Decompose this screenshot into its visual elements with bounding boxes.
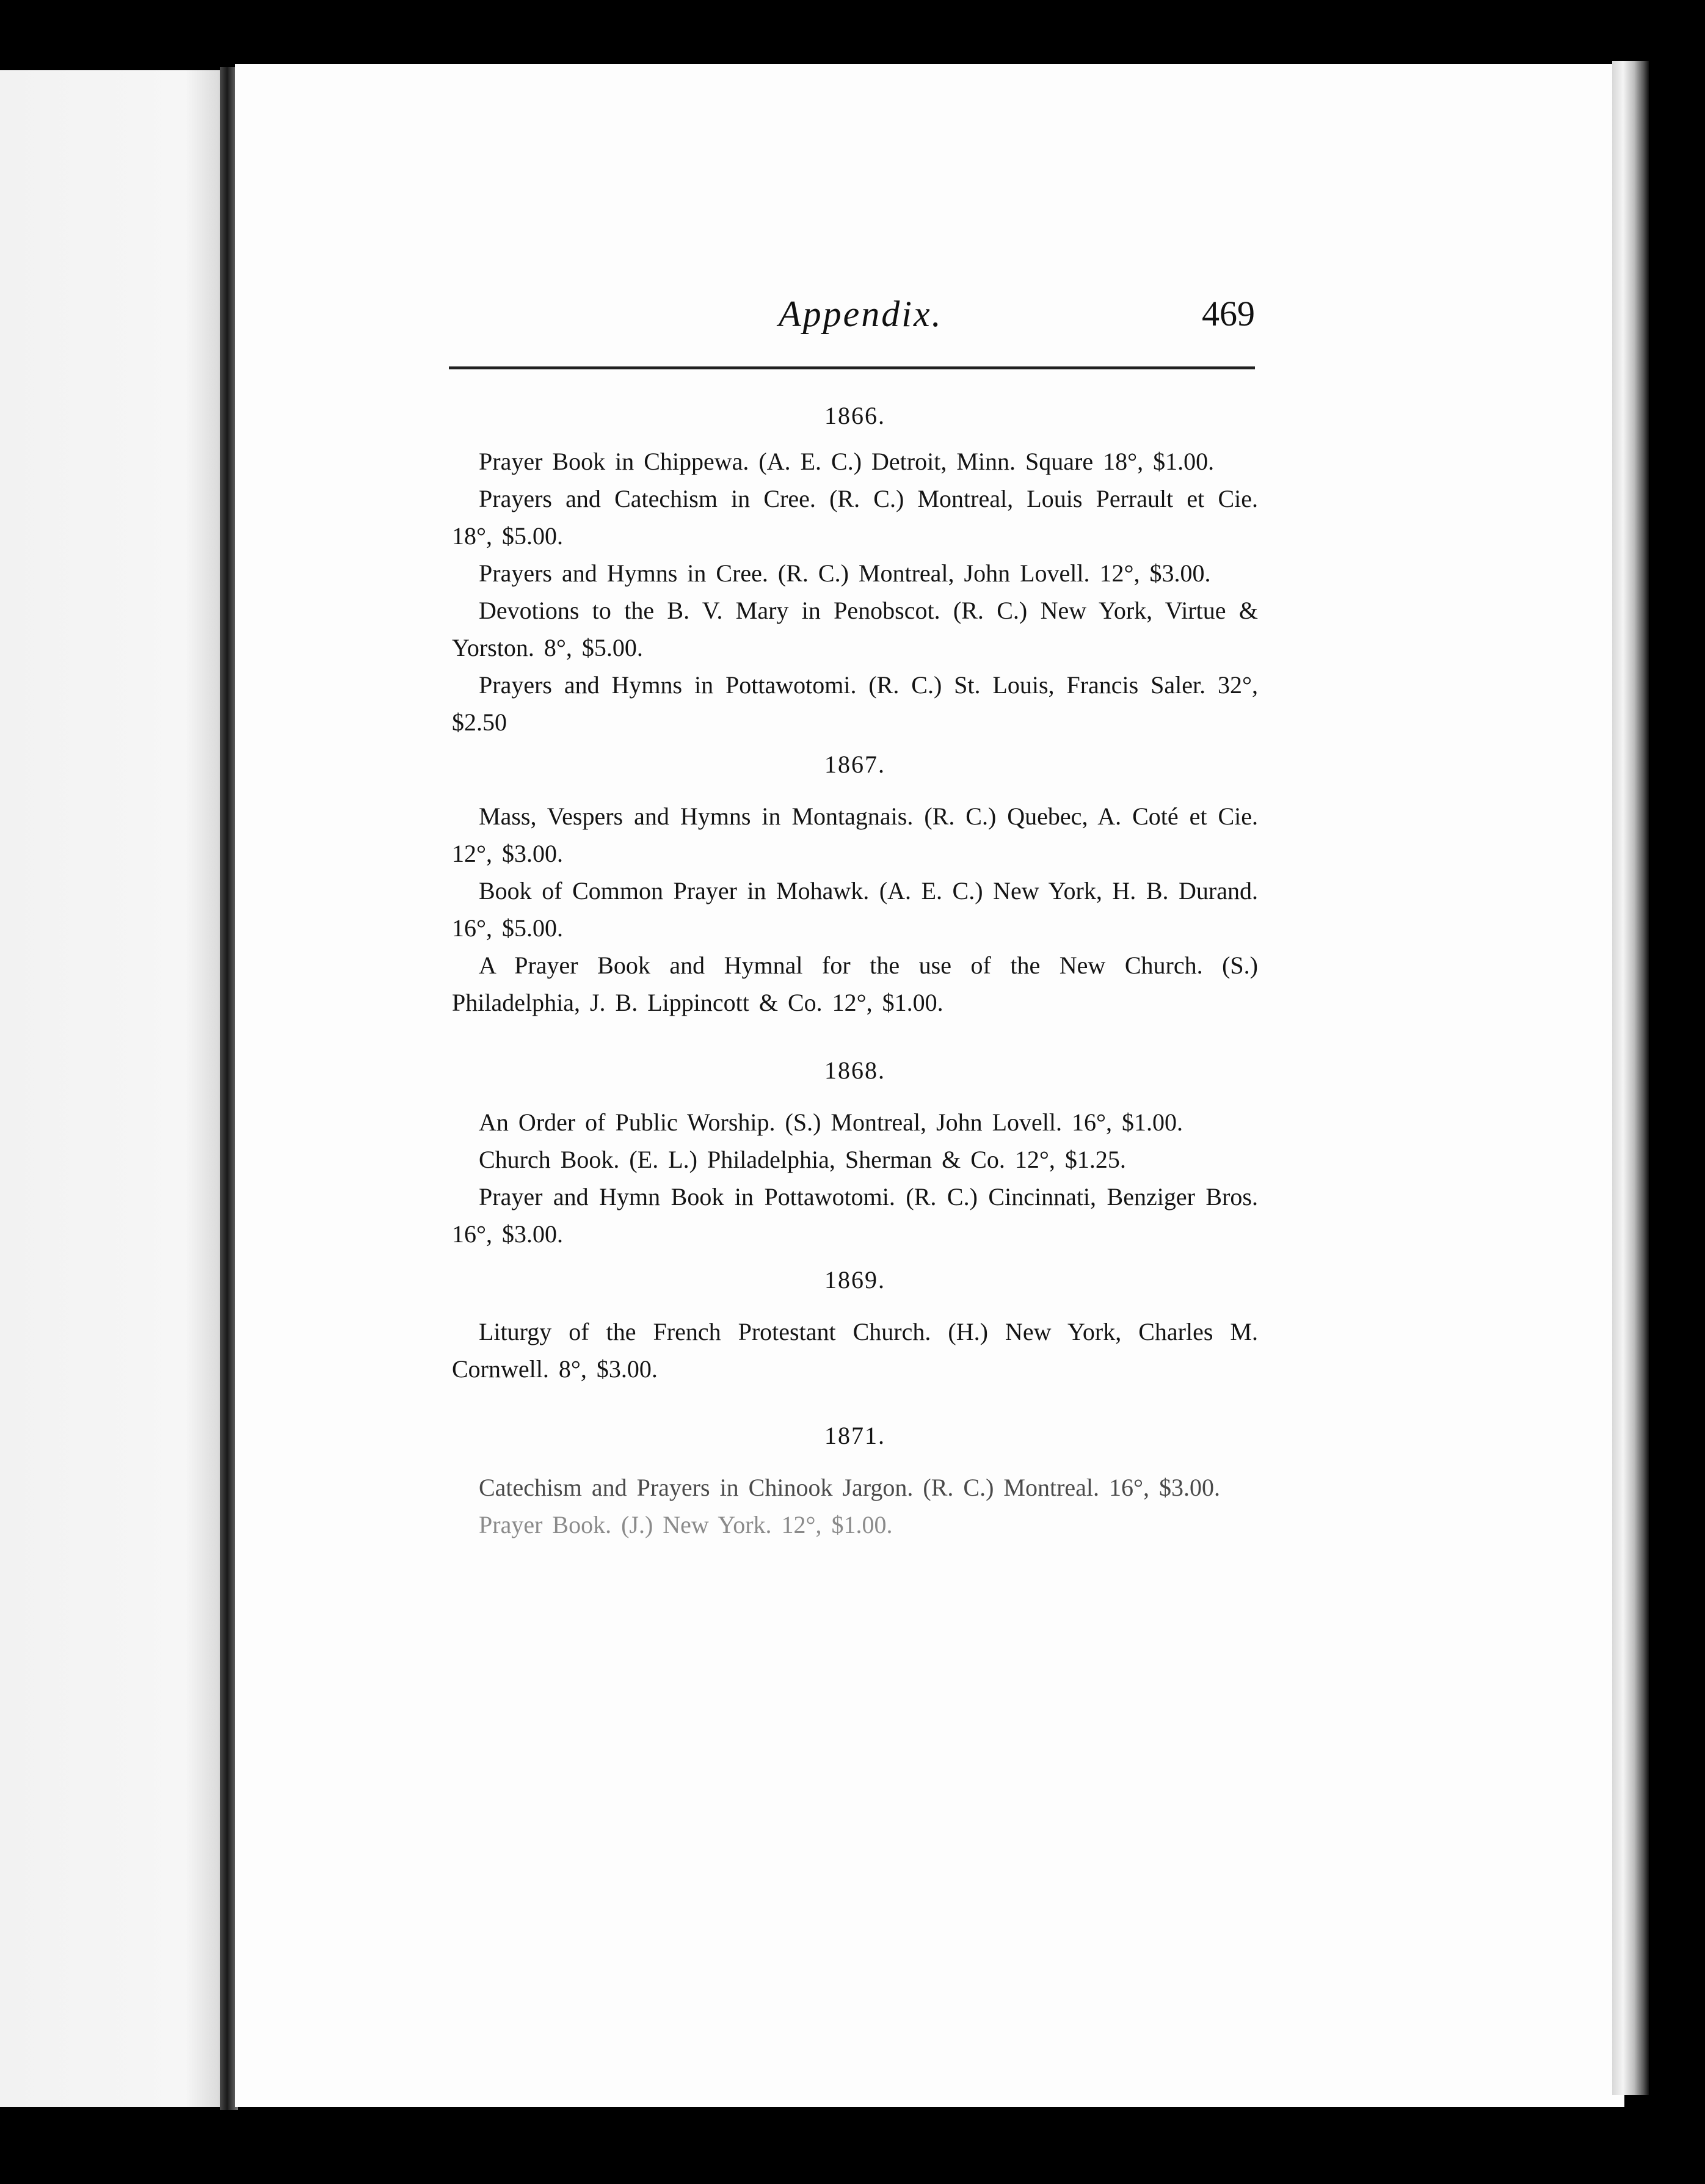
book-entry: Church Book. (E. L.) Philadelphia, Sherman & Co. 12°, $1.25. [479,1146,1126,1173]
book-entry: Mass, Vespers and Hymns in Montagnais. (R. C.) Quebec, A. Coté et Cie. 12°, $3.00. [452,803,1258,867]
book-entry: Prayer Book in Chippewa. (A. E. C.) Detroit, Minn. Square 18°, $1.00. [479,448,1215,475]
book-entry: Prayers and Catechism in Cree. (R. C.) Montreal, Louis Perrault et Cie. 18°, $5.00. [452,485,1258,550]
book-entry: An Order of Public Worship. (S.) Montreal, John Lovell. 16°, $1.00. [479,1108,1183,1136]
year-heading: 1866. [824,402,885,429]
facing-page-edge [0,70,232,2107]
year-heading: 1871. [824,1422,885,1449]
page-header [449,293,1255,366]
year-heading: 1867. [824,751,885,778]
book-entry: Prayer and Hymn Book in Pottawotomi. (R. C.) Cincinnati, Benziger Bros. 16°, $3.00. [452,1183,1258,1248]
page-stack-edge [1612,61,1649,2095]
year-heading: 1869. [824,1266,885,1294]
header-rule [449,366,1255,369]
book-entry: Prayers and Hymns in Cree. (R. C.) Montreal, John Lovell. 12°, $3.00. [479,559,1211,587]
running-title: Appendix. [779,294,943,334]
year-heading: 1868. [824,1057,885,1084]
book-entry: Liturgy of the French Protestant Church. (H.) New York, Charles M. Cornwell. 8°, $3.00. [452,1318,1258,1383]
book-entry: A Prayer Book and Hymnal for the use of the New Church. (S.) Philadelphia, J. B. Lippincott & Co. 12°, $1.00. [452,952,1258,1016]
page-number: 469 [1202,294,1255,333]
appendix-content [452,397,1258,1543]
book-entry: Prayers and Hymns in Pottawotomi. (R. C.) St. Louis, Francis Saler. 32°, $2.50 [452,671,1258,736]
book-entry: Prayer Book. (J.) New York. 12°, $1.00. [479,1511,893,1538]
book-entry: Devotions to the B. V. Mary in Penobscot. (R. C.) New York, Virtue & Yorston. 8°, $5.00. [452,597,1258,661]
book-entry: Book of Common Prayer in Mohawk. (A. E. C.) New York, H. B. Durand. 16°, $5.00. [452,877,1258,942]
book-entry: Catechism and Prayers in Chinook Jargon. (R. C.) Montreal. 16°, $3.00. [479,1474,1221,1501]
